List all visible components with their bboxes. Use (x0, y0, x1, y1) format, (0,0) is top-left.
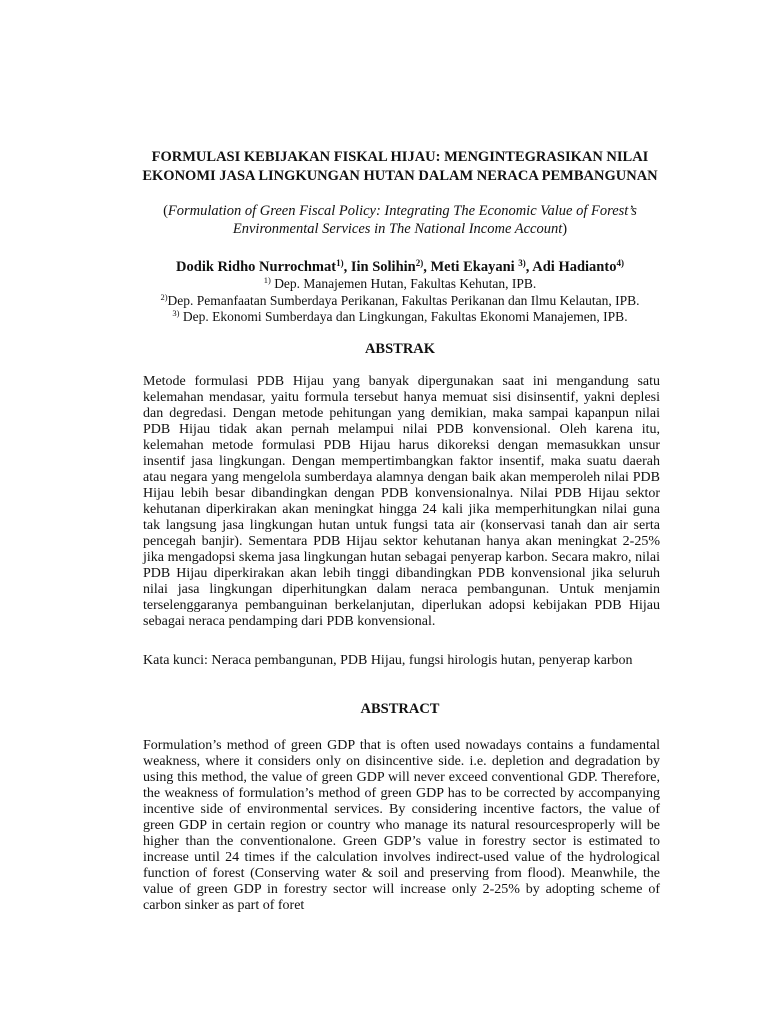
abstract-heading: ABSTRACT (360, 701, 440, 717)
affiliation-3 (100, 305, 700, 325)
affiliation-text: Dep. Manajemen Hutan, Fakultas Kehutan, IPB. (270, 276, 537, 291)
affiliation-text: Dep. Pemanfaatan Sumberdaya Perikanan, Fakultas Perikanan dan Ilmu Kelautan, IPB. (167, 293, 640, 308)
abstrak-heading: ABSTRAK (364, 341, 436, 357)
english-title-text: Formulation of Green Fiscal Policy: Integrating The Economic Value of Forest’s Environmental Services in The National Income Account (167, 203, 637, 237)
author-mark: 2) (415, 258, 424, 268)
author-separator: , (525, 259, 533, 275)
english-title-open-paren: ( (163, 203, 168, 219)
english-title-close-paren: ) (562, 220, 568, 237)
author-separator: , (343, 259, 351, 275)
author-mark: 1) (336, 258, 344, 268)
affiliation-mark: 2) (160, 292, 168, 302)
paper-title: FORMULASI KEBIJAKAN FISKAL HIJAU: MENGINTEGRASIKAN NILAI EKONOMI JASA LINGKUNGAN HUTAN DALAM NERACA PEMBANGUNAN (142, 149, 658, 184)
author-name: Dodik Ridho Nurrochmat (176, 259, 337, 275)
author-name: Meti Ekayani (430, 259, 519, 275)
affiliation-mark: 3) (172, 308, 180, 318)
affiliation-text: Dep. Ekonomi Sumberdaya dan Lingkungan, Fakultas Ekonomi Manajemen, IPB. (179, 309, 628, 324)
author-name: Adi Hadianto (532, 259, 617, 275)
author-separator: , (423, 259, 431, 275)
affiliation-mark: 1) (263, 275, 271, 285)
abstract-body: Formulation’s method of green GDP that is often used nowadays contains a fundamental weakness, where it considers only on disincentive side. i.e. depletion and degradation by using this method, the value of green GDP will never exceed conventional GDP. Therefore, the weakness of formulation’s method of green GDP has to be corrected by accompanying incentive side of environmental services. By considering incentive factors, the value of green GDP in certain region or country who manage its natural resourcesproperly will be higher than the conventionalone. Green GDP’s value in forestry sector is estimated to increase until 24 times if the calculation involves indirect-used value of the hydrological function of forest (Conserving water & soil and preserving from flood). Meanwhile, the value of green GDP in forestry sector will increase only 2-25% by adopting scheme of carbon sinker as part of foret (143, 738, 660, 913)
author-mark: 4) (616, 258, 624, 268)
author-mark: 3) (518, 258, 526, 268)
abstrak-body: Metode formulasi PDB Hijau yang banyak dipergunakan saat ini mengandung satu kelemahan mendasar, yaitu formula tersebut hanya memuat sisi disinsentif, yakni deplesi dan degredasi. Dengan metode pehitungan yang demikian, maka sampai kapanpun nilai PDB Hijau tidak akan pernah melampui nilai PDB konvensional. Oleh karena itu, kelemahan metode formulasi PDB Hijau harus dikoreksi dengan memasukkan unsur insentif jasa lingkungan. Dengan mempertimbangkan faktor insentif, maka suatu daerah atau negara yang mengelola sumberdaya alamnya dengan baik akan memperoleh nilai PDB Hijau lebih besar dibandingkan dengan PDB konvensionalnya. Nilai PDB Hijau sektor kehutanan diperkirakan akan meningkat hingga 24 kali jika memperhitungkan nilai guna tak langsung jasa lingkungan hutan untuk fungsi tata air (konservasi tanah dan air serta pencegah banjir). Sementara PDB Hijau sektor kehutanan hanya akan meningkat 2-25% jika mengadopsi skema jasa lingkungan hutan sebagai penyerap karbon. Secara makro, nilai PDB Hijau diperkirakan akan lebih tinggi dibandingkan PDB konvensional jika seluruh nilai jasa lingkungan diperhitungkan dalam neraca pembangunan. Untuk menjamin terselenggaranya pembanguinan berkelanjutan, diperlukan adopsi kebijakan PDB Hijau sebagai neraca pendamping dari PDB konvensional. (143, 374, 660, 629)
author-name: Iin Solihin (350, 259, 416, 275)
english-title (130, 203, 670, 238)
keywords: Kata kunci: Neraca pembangunan, PDB Hijau, fungsi hirologis hutan, penyerap karbon (143, 653, 633, 668)
